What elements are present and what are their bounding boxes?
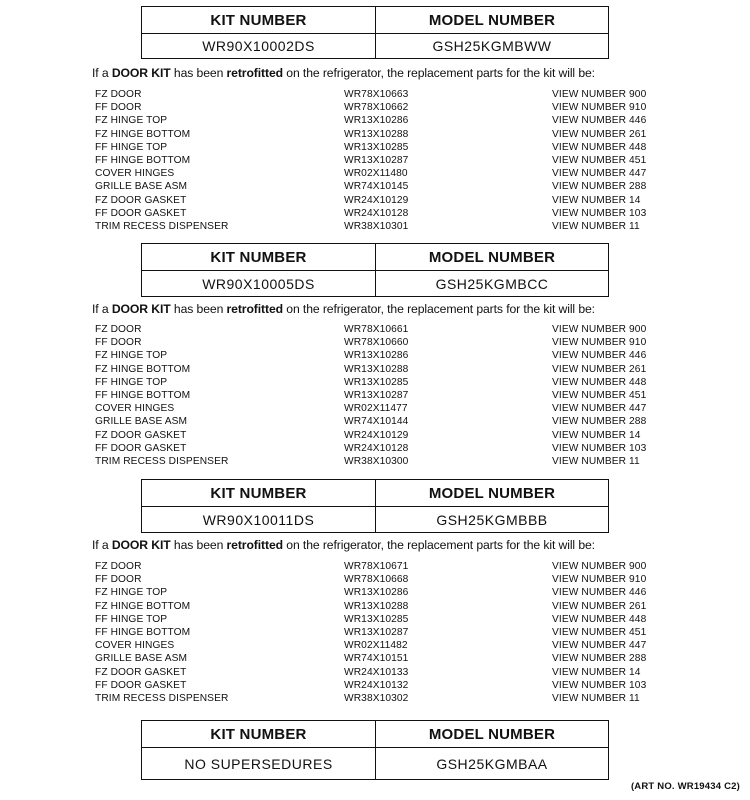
view-number: VIEW NUMBER 447 [552,640,647,652]
part-name: FF HINGE TOP [95,613,168,625]
part-row [95,679,735,692]
part-number: WR13X10287 [344,389,409,401]
part-number: WR74X10144 [344,416,409,428]
part-name: FF HINGE BOTTOM [95,389,191,401]
part-row [95,639,735,652]
part-row [95,180,735,193]
part-name: FF HINGE BOTTOM [95,154,191,166]
part-row [95,666,735,679]
model-number-value: GSH25KGMBWW [432,38,552,54]
part-number: WR13X10286 [344,587,409,599]
part-number: WR78X10661 [344,324,409,335]
view-number: VIEW NUMBER 446 [552,587,647,599]
part-row [95,376,735,389]
part-row [95,101,735,114]
part-name: FZ HINGE TOP [95,115,168,127]
intro-text [92,66,742,80]
view-number: VIEW NUMBER 448 [552,613,647,625]
view-number: VIEW NUMBER 910 [552,102,647,114]
part-row [95,600,735,613]
part-name: TRIM RECESS DISPENSER [95,220,229,232]
intro-pre: If a [92,66,112,80]
view-number: VIEW NUMBER 900 [552,89,647,100]
kit-number-header: KIT NUMBER [142,244,376,271]
part-name: FZ DOOR GASKET [95,429,187,441]
part-number: WR13X10285 [344,613,409,625]
part-name: FZ DOOR [95,561,142,572]
view-number: VIEW NUMBER 11 [552,220,640,232]
part-number: WR13X10288 [344,128,409,140]
part-name: FF DOOR GASKET [95,679,187,691]
kit-number-header: KIT NUMBER [142,7,376,34]
part-number: WR78X10671 [344,561,409,572]
view-number: VIEW NUMBER 900 [552,324,647,335]
part-number: WR13X10285 [344,376,409,388]
view-number: VIEW NUMBER 451 [552,626,647,638]
part-row [95,613,735,626]
view-number: VIEW NUMBER 11 [552,455,640,467]
part-name: FZ HINGE BOTTOM [95,600,191,612]
part-number: WR13X10287 [344,626,409,638]
part-number: WR13X10285 [344,141,409,153]
part-name: FZ DOOR GASKET [95,666,187,678]
part-number: WR74X10151 [344,653,409,665]
intro-mid: has been [170,538,227,552]
part-name: FF DOOR [95,337,142,349]
part-name: FZ DOOR [95,89,142,100]
part-number: WR02X11480 [344,168,408,180]
part-number: WR24X10129 [344,429,409,441]
view-number: VIEW NUMBER 447 [552,403,647,415]
view-number: VIEW NUMBER 910 [552,337,647,349]
view-number: VIEW NUMBER 447 [552,168,647,180]
view-number: VIEW NUMBER 451 [552,154,647,166]
model-number-header: MODEL NUMBER [376,721,608,748]
kit-number-value: NO SUPERSEDURES [142,748,376,779]
part-name: FF DOOR [95,102,142,114]
part-row [95,336,735,349]
view-number: VIEW NUMBER 446 [552,115,647,127]
kit-number-value: WR90X10002DS [142,34,376,58]
kit-table [141,479,609,533]
view-number: VIEW NUMBER 900 [552,561,647,572]
intro-mid: has been [170,302,227,316]
part-row [95,128,735,141]
part-number: WR74X10145 [344,181,409,193]
view-number: VIEW NUMBER 261 [552,363,647,375]
part-row [95,363,735,376]
part-number: WR78X10663 [344,89,409,100]
kit-number-header: KIT NUMBER [142,480,376,507]
part-row [95,220,735,233]
view-number: VIEW NUMBER 288 [552,653,647,665]
view-number: VIEW NUMBER 448 [552,376,647,388]
art-number: (ART NO. WR19434 C2) [630,781,740,792]
view-number: VIEW NUMBER 103 [552,679,647,691]
intro-pre: If a [92,302,112,316]
part-number: WR78X10660 [344,337,409,349]
part-row [95,323,735,336]
intro-pre: If a [92,538,112,552]
part-name: FF DOOR GASKET [95,442,187,454]
intro-bold-retrofitted: retrofitted [226,538,283,552]
part-name: FF DOOR GASKET [95,207,187,219]
model-number-value: GSH25KGMBCC [435,275,549,292]
intro-post: on the refrigerator, the replacement parts for the kit will be: [282,302,595,316]
parts-list [95,323,735,468]
part-number: WR13X10288 [344,600,409,612]
intro-bold-retrofitted: retrofitted [226,302,283,316]
part-name: TRIM RECESS DISPENSER [95,692,229,704]
kit-number-value: WR90X10011DS [142,507,376,532]
kit-table [141,243,609,297]
part-name: FF HINGE TOP [95,141,168,153]
view-number: VIEW NUMBER 288 [552,181,647,193]
part-row [95,692,735,705]
part-row [95,429,735,442]
part-name: FZ HINGE BOTTOM [95,128,191,140]
kit-number-header: KIT NUMBER [142,721,376,748]
part-number: WR13X10288 [344,363,409,375]
part-row [95,560,735,573]
intro-post: on the refrigerator, the replacement parts for the kit will be: [282,538,595,552]
part-number: WR78X10662 [344,102,409,114]
part-number: WR38X10301 [344,220,409,232]
part-number: WR13X10286 [344,115,409,127]
intro-text [92,538,742,552]
part-row [95,402,735,415]
view-number: VIEW NUMBER 103 [552,442,647,454]
intro-bold-retrofitted: retrofitted [226,66,283,80]
part-row [95,626,735,639]
part-number: WR24X10128 [344,207,409,219]
part-name: FF DOOR [95,574,142,586]
view-number: VIEW NUMBER 103 [552,207,647,219]
part-row [95,167,735,180]
part-name: COVER HINGES [95,640,175,652]
kit-table [141,720,609,780]
part-row [95,349,735,362]
intro-bold-door-kit: DOOR KIT [111,538,171,552]
model-number-value: GSH25KGMBBB [436,511,548,528]
part-row [95,114,735,127]
part-name: FZ DOOR [95,324,142,335]
intro-bold-door-kit: DOOR KIT [111,302,171,316]
part-name: FZ HINGE BOTTOM [95,363,191,375]
part-name: GRILLE BASE ASM [95,181,188,193]
intro-mid: has been [170,66,227,80]
view-number: VIEW NUMBER 14 [552,666,641,678]
part-number: WR24X10133 [344,666,409,678]
part-name: GRILLE BASE ASM [95,653,188,665]
parts-list [95,88,735,233]
part-number: WR24X10128 [344,442,409,454]
view-number: VIEW NUMBER 261 [552,128,647,140]
part-row [95,573,735,586]
intro-bold-door-kit: DOOR KIT [111,66,171,80]
view-number: VIEW NUMBER 11 [552,692,640,704]
part-number: WR24X10132 [344,679,409,691]
part-row [95,442,735,455]
part-name: FZ HINGE TOP [95,587,168,599]
part-number: WR13X10287 [344,154,409,166]
part-row [95,415,735,428]
part-row [95,586,735,599]
part-number: WR13X10286 [344,350,409,362]
part-number: WR38X10300 [344,455,409,467]
part-name: FF HINGE TOP [95,376,168,388]
part-name: COVER HINGES [95,168,175,180]
view-number: VIEW NUMBER 448 [552,141,647,153]
part-name: FF HINGE BOTTOM [95,626,191,638]
part-name: FZ DOOR GASKET [95,194,187,206]
view-number: VIEW NUMBER 288 [552,416,647,428]
model-number-header: MODEL NUMBER [376,244,608,271]
intro-post: on the refrigerator, the replacement parts for the kit will be: [282,66,595,80]
part-row [95,207,735,220]
part-row [95,194,735,207]
part-number: WR02X11477 [344,403,408,415]
view-number: VIEW NUMBER 14 [552,194,641,206]
part-row [95,154,735,167]
part-number: WR24X10129 [344,194,409,206]
view-number: VIEW NUMBER 261 [552,600,647,612]
view-number: VIEW NUMBER 910 [552,574,647,586]
part-row [95,141,735,154]
intro-text [92,302,742,316]
part-name: TRIM RECESS DISPENSER [95,455,229,467]
part-name: COVER HINGES [95,403,175,415]
part-number: WR78X10668 [344,574,409,586]
model-number-header: MODEL NUMBER [376,7,608,34]
model-number-value: GSH25KGMBAA [436,755,548,772]
part-name: GRILLE BASE ASM [95,416,188,428]
parts-list [95,560,735,705]
part-row [95,88,735,101]
part-number: WR02X11482 [344,640,408,652]
view-number: VIEW NUMBER 446 [552,350,647,362]
view-number: VIEW NUMBER 451 [552,389,647,401]
kit-number-value: WR90X10005DS [142,271,376,296]
view-number: VIEW NUMBER 14 [552,429,641,441]
kit-table [141,6,609,59]
part-row [95,389,735,402]
part-row [95,455,735,468]
part-number: WR38X10302 [344,692,409,704]
part-row [95,652,735,665]
part-name: FZ HINGE TOP [95,350,168,362]
model-number-header: MODEL NUMBER [376,480,608,507]
